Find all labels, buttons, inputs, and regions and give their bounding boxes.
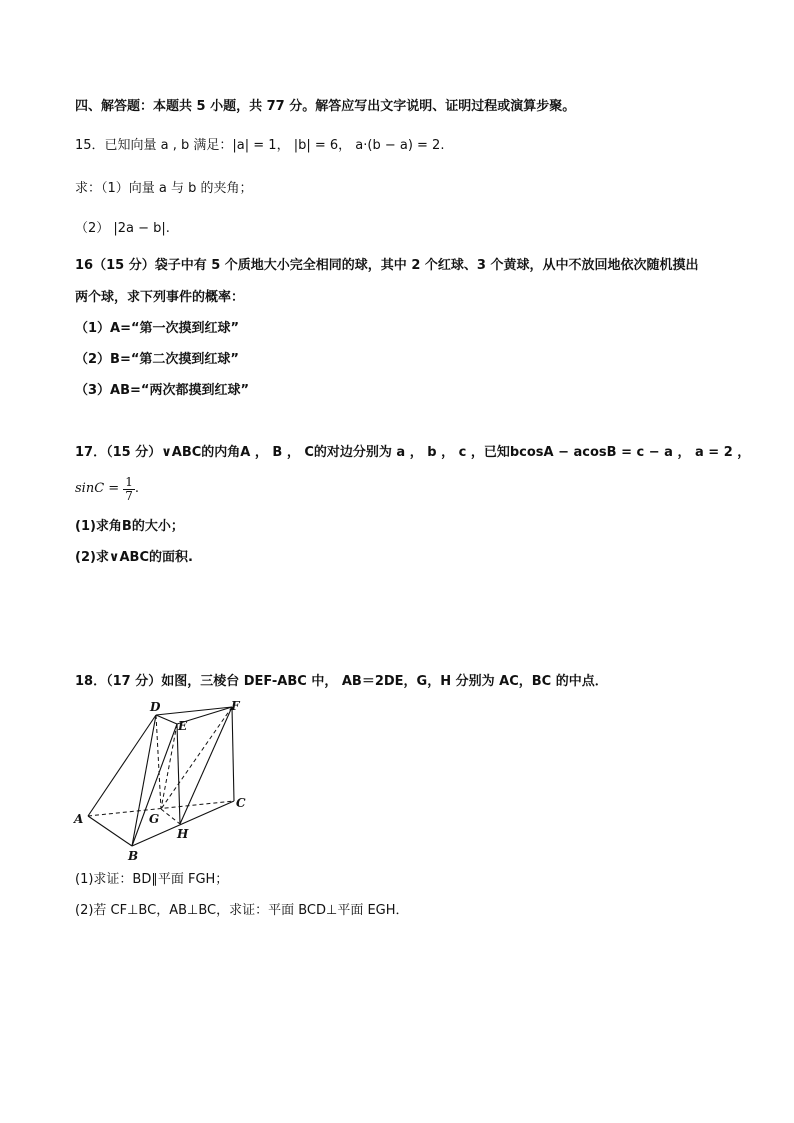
segment-DG — [156, 715, 161, 809]
edge-DE — [156, 715, 177, 724]
edge-CF — [232, 707, 234, 801]
label-A: A — [74, 812, 84, 826]
q17-sin-line — [75, 472, 139, 506]
q15-stem: 15．已知向量 a , b 满足：|a| = 1， |b| = 6， a·(b − a) = 2. — [75, 138, 445, 153]
q16-part3: （3）AB=“两次都摸到红球” — [75, 383, 249, 398]
q18-stem: 18．（17 分）如图，三棱台 DEF-ABC 中， AB＝2DE，G，H 分别为 AC，BC 的中点． — [75, 674, 608, 689]
edge-BE — [132, 724, 177, 846]
label-D: D — [150, 700, 161, 714]
frustum-figure — [70, 698, 270, 863]
label-F: F — [231, 699, 240, 713]
q17-stem: 17．（15 分）∨ABC的内角A ， B ， C的对边分别为 a ， b ， c ，已知bcosA − acosB = c − a ， a = 2 ， — [75, 445, 751, 460]
q16-part2: （2）B=“第二次摸到红球” — [75, 352, 239, 367]
label-C: C — [236, 796, 246, 810]
q17-frac-num: 1 — [125, 474, 133, 489]
label-B: B — [128, 849, 139, 863]
q17-part2: (2)求∨ABC的面积. — [75, 550, 193, 565]
segment-BD — [132, 715, 156, 846]
q15-part2: （2） |2a − b|. — [75, 221, 170, 236]
q16-stem-line2: 两个球，求下列事件的概率： — [75, 290, 245, 305]
q16-part1: （1）A=“第一次摸到红球” — [75, 321, 240, 336]
label-H: H — [177, 827, 189, 841]
q17-sin-prefix: sinC = — [75, 481, 120, 496]
edge-AB — [88, 816, 132, 846]
label-G: G — [149, 812, 160, 826]
section-heading: 四、解答题：本题共 5 小题，共 77 分。解答应写出文字说明、证明过程或演算步聚。 — [75, 99, 576, 114]
q17-sin-suffix: . — [134, 481, 139, 496]
q18-part2: (2)若 CF⊥BC，AB⊥BC，求证：平面 BCD⊥平面 EGH． — [75, 903, 409, 918]
q17-frac-den: 7 — [125, 488, 133, 503]
q17-fraction — [123, 476, 135, 503]
segment-FH — [180, 707, 232, 824]
q15-ask: 求：（1）向量 a 与 b 的夹角； — [75, 181, 253, 196]
label-E: E — [178, 719, 188, 733]
q17-part1: (1)求角B的大小； — [75, 519, 184, 534]
q18-part1: (1)求证：BD∥平面 FGH； — [75, 872, 229, 887]
segment-EH — [177, 724, 180, 824]
edge-AD — [88, 715, 156, 816]
q16-stem-line1: 16（15 分）袋子中有 5 个质地大小完全相同的球，其中 2 个红球、3 个黄球，从中不放回地依次随机摸出 — [75, 258, 699, 273]
segment-EG — [161, 724, 177, 809]
segment-GH — [161, 809, 180, 824]
